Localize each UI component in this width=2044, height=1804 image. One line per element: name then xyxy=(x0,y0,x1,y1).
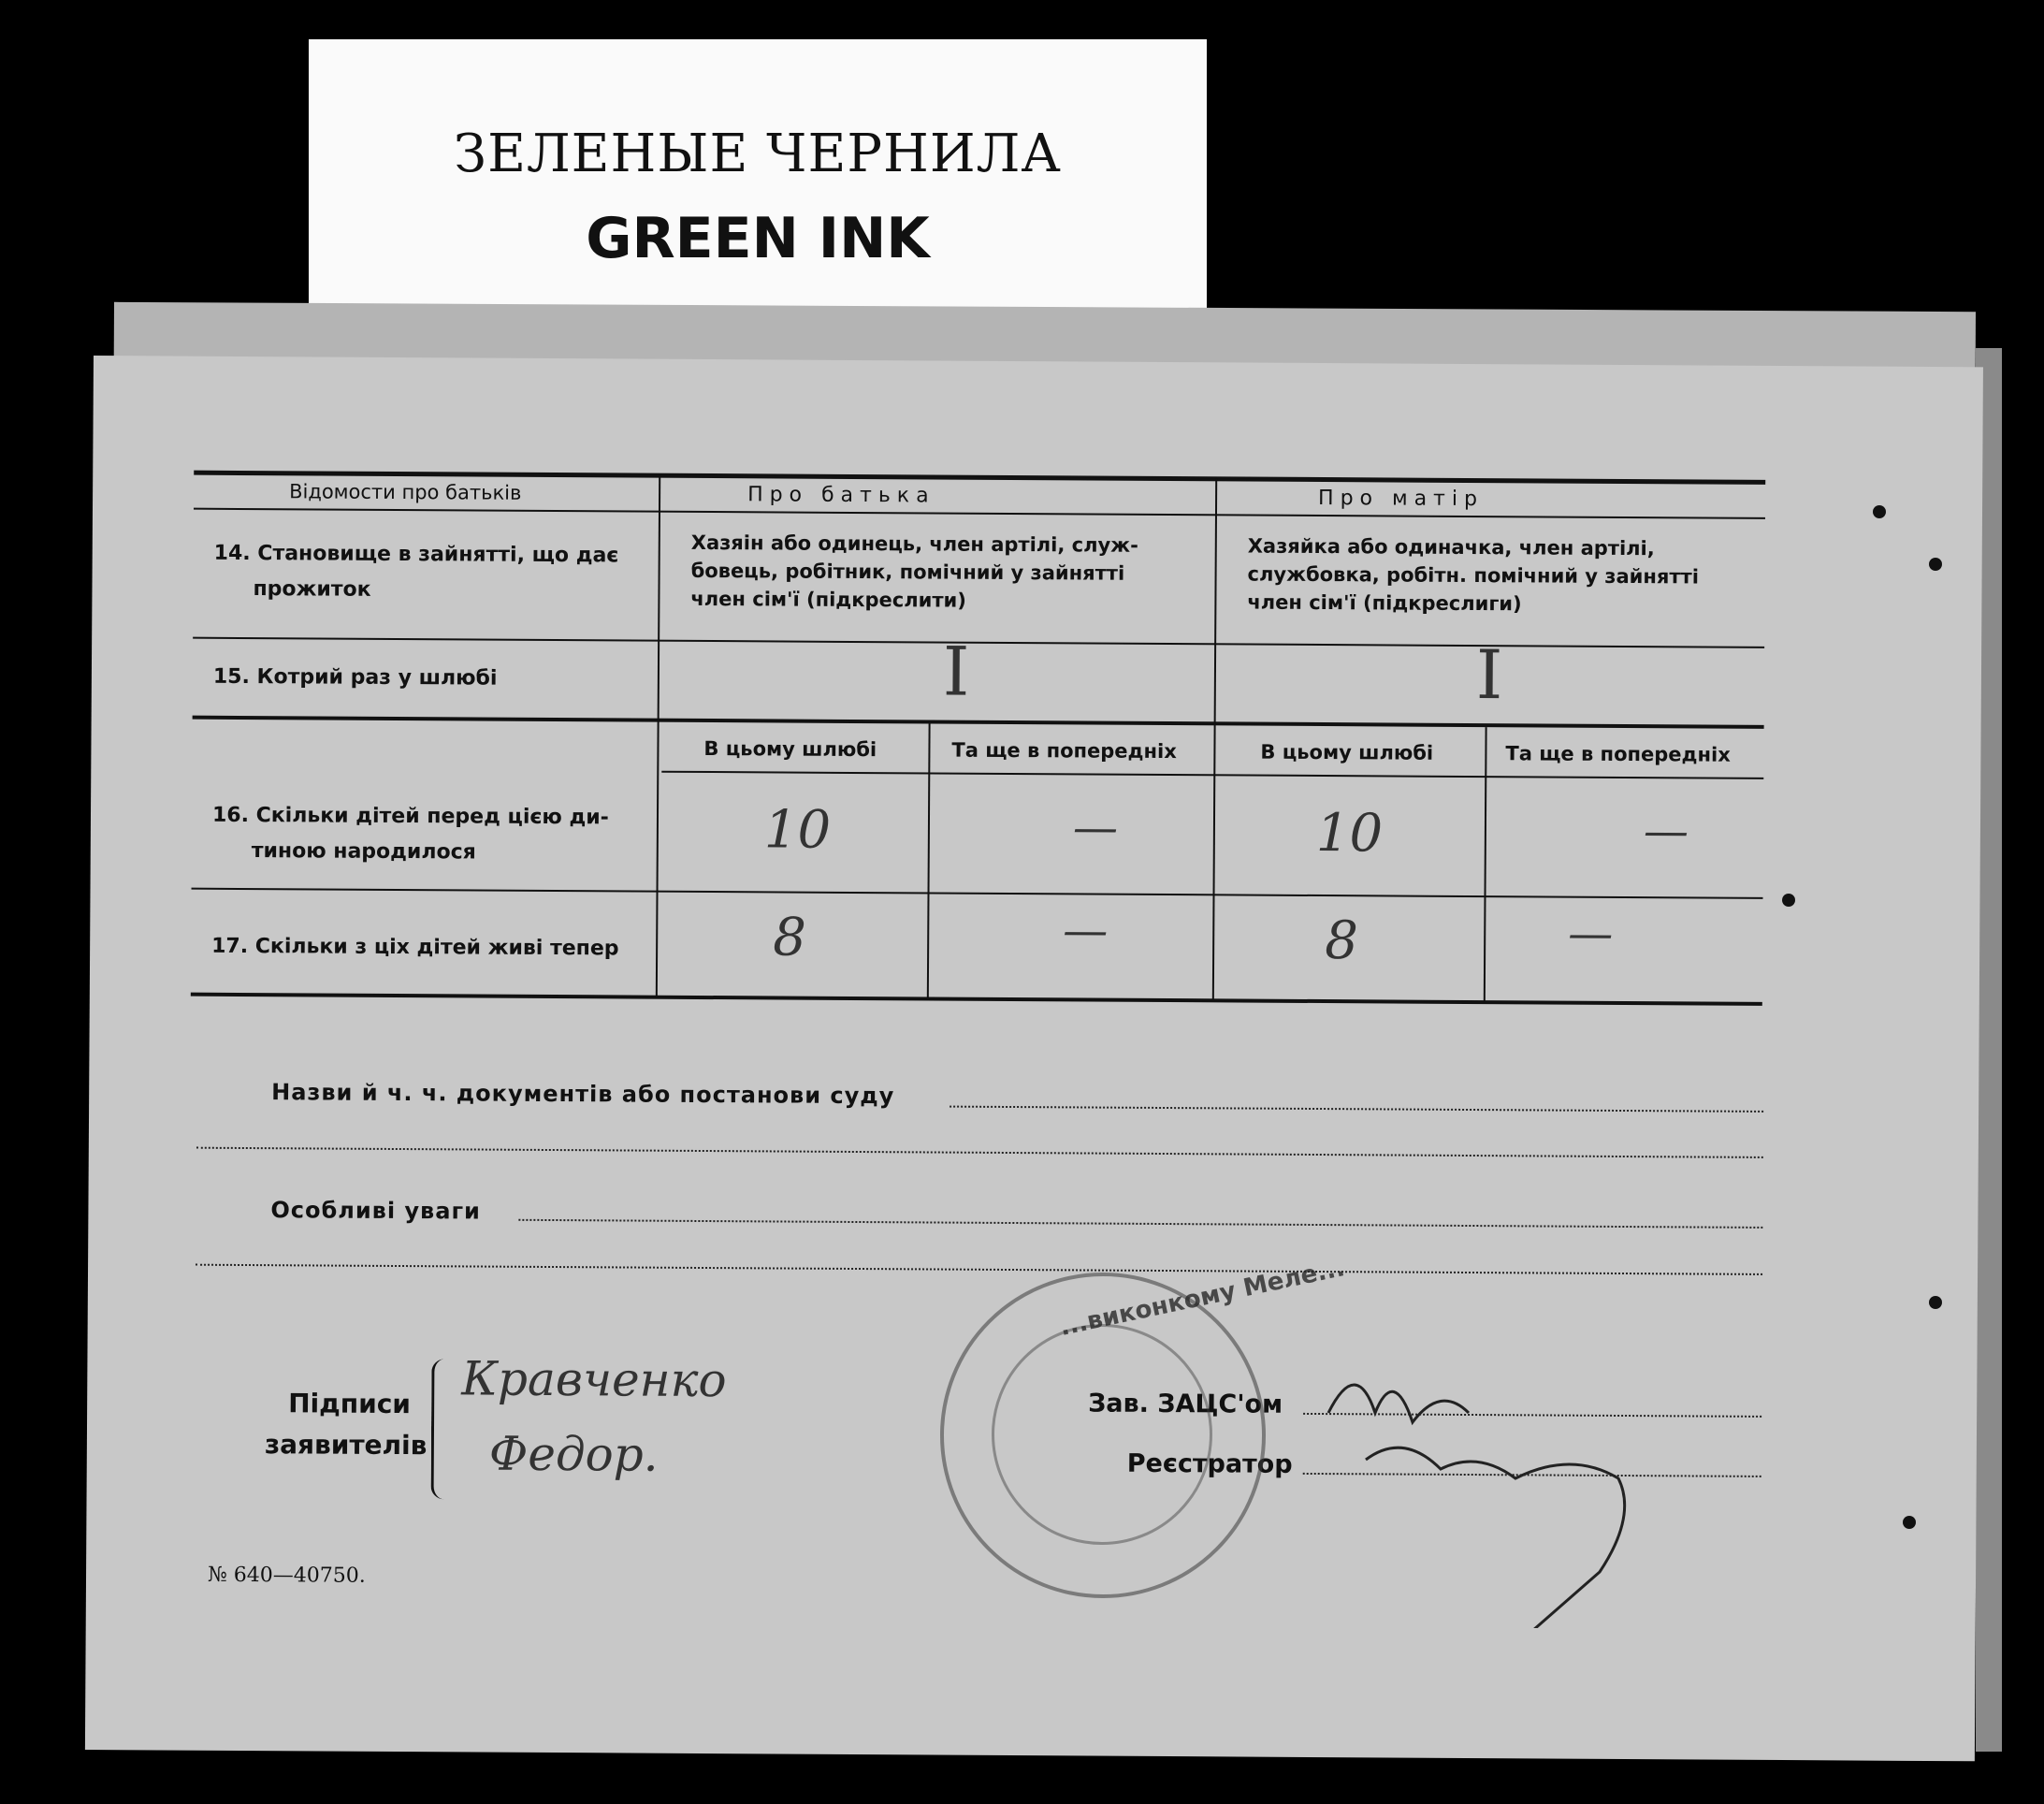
form-number: № 640—40750. xyxy=(207,1563,366,1588)
subhead-mother-prev: Та ще в попередніх xyxy=(1505,742,1731,766)
col-divider-1 xyxy=(656,475,660,997)
header-father: П р о б а т ь к а xyxy=(747,483,929,508)
row16-label-cont: тиною народилося xyxy=(251,839,476,865)
notes-line-2 xyxy=(196,1264,1762,1275)
applicant-signature-1: Кравченко xyxy=(461,1351,727,1408)
row14-mother-line2: службовка, робітн. помічний у зайнятті xyxy=(1247,562,1700,589)
applicants-label-2: заявителів xyxy=(264,1429,428,1462)
notes-line-1 xyxy=(518,1219,1762,1229)
subhead-mother-this: В цьому шлюбі xyxy=(1260,740,1434,764)
row15-bottom-rule xyxy=(193,716,1764,729)
col-divider-father-sub xyxy=(927,723,931,998)
registrar-label: Реєстратор xyxy=(1126,1448,1293,1479)
row14-mother-line3: член сім'ї (підкреслиги) xyxy=(1247,590,1522,616)
label-english: GREEN INK xyxy=(586,206,930,271)
row14-father-line1: Хазяін або одинець, член артілі, служ- xyxy=(690,531,1138,557)
row14-mother-line1: Хазяйка або одиначка, член артілі, xyxy=(1247,534,1655,560)
official-stamp-inner-ring xyxy=(992,1324,1212,1545)
official-signatures xyxy=(1310,1347,1740,1628)
header-mother: П р о м а т і р xyxy=(1318,486,1478,512)
label-card xyxy=(309,39,1207,329)
row17-mother-prev-value: — xyxy=(1568,907,1614,960)
row15-mother-value: I xyxy=(1475,635,1503,715)
col-divider-mother-sub xyxy=(1484,727,1487,1002)
row17-mother-this-value: 8 xyxy=(1325,910,1359,972)
row16-label: 16. Скільки дітей перед цією ди- xyxy=(211,803,609,830)
row14-father-line2: бовець, робітник, помічний у зайнятті xyxy=(690,559,1125,585)
subhead-father-prev: Та ще в попередніх xyxy=(951,738,1177,764)
binding-hole xyxy=(1903,1516,1916,1529)
row14-father-line3: член сім'ї (підкреслити) xyxy=(690,587,966,612)
head-label: Зав. ЗАЦС'ом xyxy=(1088,1389,1283,1419)
applicants-brace xyxy=(431,1359,448,1499)
row16-father-this-value: 10 xyxy=(763,799,832,861)
row14-label-cont: прожиток xyxy=(253,577,371,602)
head-signature-scribble xyxy=(1328,1385,1469,1422)
official-stamp-text: ...виконкому Меле... xyxy=(1057,1254,1348,1342)
row16-mother-prev-value: — xyxy=(1643,805,1689,858)
row17-label: 17. Скільки з ціх дітей живі тепер xyxy=(211,934,619,961)
registrar-signature-scribble xyxy=(1366,1448,1625,1628)
row16-father-prev-value: — xyxy=(1072,801,1119,854)
row15-father-value: I xyxy=(942,632,970,711)
binding-hole xyxy=(1929,1296,1942,1309)
documents-label: Назви й ч. ч. документів або постанови суду xyxy=(271,1079,895,1110)
row17-father-prev-value: — xyxy=(1063,904,1109,957)
binding-hole xyxy=(1929,558,1942,571)
notes-label: Особливі уваги xyxy=(270,1197,481,1225)
col-divider-2 xyxy=(1212,478,1217,1000)
table-bottom-rule xyxy=(191,993,1762,1006)
row14-bottom-rule xyxy=(193,637,1764,648)
row16-bottom-rule xyxy=(192,888,1763,899)
applicant-signature-2: Федор. xyxy=(488,1426,659,1482)
label-russian: ЗЕЛЕНЫЕ ЧЕРНИЛА xyxy=(454,124,1062,184)
binding-hole xyxy=(1873,505,1886,518)
row16-mother-this-value: 10 xyxy=(1315,802,1384,865)
row14-label: 14. Становище в зайнятті, що дає xyxy=(213,541,619,568)
row17-father-this-value: 8 xyxy=(773,907,807,968)
table-header-rule xyxy=(194,508,1765,519)
binding-hole xyxy=(1782,894,1795,907)
documents-line-2 xyxy=(196,1147,1763,1158)
subhead-father-this: В цьому шлюбі xyxy=(703,736,877,762)
documents-line-1 xyxy=(950,1106,1763,1113)
header-parents-info: Відомости про батьків xyxy=(289,480,522,504)
row15-label: 15. Котрий раз у шлюбі xyxy=(212,664,498,691)
applicants-label-1: Підписи xyxy=(288,1388,412,1420)
